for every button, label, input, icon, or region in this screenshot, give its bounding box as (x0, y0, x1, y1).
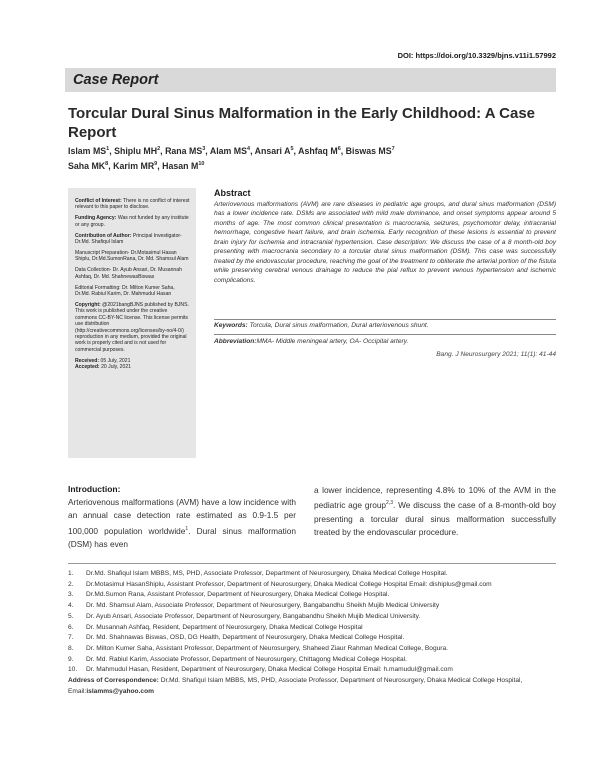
correspondence-address: Address of Correspondence: Dr.Md. Shafiqul Islam MBBS, MS, PHD, Associate Professor, Department of Neurosurgery, Dhaka Medical College Hospital, Email:islamms@yahoo.com (68, 677, 523, 695)
editorial-formatting: Editorial Formatting: Dr. Milton Kumer Saha, Dr.Md. Rabiul Karim, Dr. Mahmudul Hasan (75, 284, 175, 297)
affiliation-item: 2. Dr.Motasimul HasanShiplu, Assistant Professor, Department of Neurosurgery, Dhaka Medical College Hospital Email: dishiplus@gmail.com (68, 580, 492, 588)
author: Alam $MS^4$, (209, 146, 255, 156)
affiliation-item: 8. Dr. Milton Kumer Saha, Assistant Professor, Department of Neurosurgery, Shaheed Ziaur Rahman Medical College, Bogura. (68, 644, 448, 652)
data-collection: Data Collection- Dr. Ayub Ansari, Dr. Musannah Ashfaq, Dr. Md. ShahnewasBiswas (75, 267, 182, 280)
author: Rana $MS^3$, (165, 146, 210, 156)
author: Shiplu $MH^2$, (114, 146, 166, 156)
copyright-notice: Copyright: @2021bangBJNS published by BJNS. This work is published under the creative commons CC-BY-NC license. This license permits use distribution (http://creativecommons.org/licenses/by-no/4-0/) reproduction in any medium, provided the original work is properly cited and is not used for commercial purposes. (75, 301, 189, 353)
author: Biswas $MS^7$ (345, 146, 395, 156)
article-title: Torcular Dural Sinus Malformation in the Early Childhood: A Case Report (68, 105, 535, 141)
introduction-heading: Introduction: (68, 484, 121, 494)
doi-link[interactable]: DOI: https://doi.org/10.3329/bjns.v11i1.57992 (397, 51, 556, 60)
conflict-of-interest: Conflict of Interest: There is no conflict of interest relevant to this paper to disclose. (75, 198, 190, 211)
author: Hasan $M^{10}$ (162, 161, 205, 171)
affiliation-item: 5. Dr. Ayub Ansari, Associate Professor, Department of Neurosurgery, Bangabandhu Sheikh Mujib Medical University. (68, 612, 421, 620)
affiliation-item: 7. Dr. Md. Shahnawas Biswas, OSD, DG Health, Department of Neurosurgery, Dhaka Medical College Hospital. (68, 634, 405, 642)
abstract-text: Arteriovenous malformations (AVM) are rare diseases in pediatric age groups, and dural sinus malformation (DSM) has a lower incidence rate. DSMs are associated with mild male dominance, and onset symptoms appear around 5 months of age. The most common clinical presentation is macrocrania, seizures, psychomotor delay, intracranial hemorrhage, congestive heart failure, and brain ischemia. Early recognition of these lesions is essential to prevent brain injury for ischemia and intracranial hypertension. Case description: We discuss the case of a 8 month-old boy presenting with macrocrania secondary to a torcular dural sinus malformation (DSM). This case was successfully treated by the endovascular procedure, reaching the goal of the treatment to obliterate the arterial portion of the fistula while preserving cerebral venous drainage to reduce the pial reflux to prevent venous hypertension and ischemic complications. (214, 201, 556, 284)
funding-agency: Funding Agency: Was not funded by any institute or any group. (75, 215, 189, 228)
author: Ashfaq $M^6$, (298, 146, 346, 156)
divider (214, 319, 556, 320)
accepted-date: Accepted: 20 July, 2021 (75, 364, 131, 371)
author-list (68, 143, 538, 173)
affiliation-item: 9. Dr. Md. Rabiul Karim, Associate Professor, Department of Neurosurgery, Chittagong Medical College Hospital. (68, 655, 407, 663)
journal-reference: Bang. J Neurosurgery 2021; 11(1): 41-44 (436, 351, 556, 358)
affiliation-item: 3. Dr.Md.Sumon Rana, Assistant Professor, Department of Neurosurgery, Dhaka Medical College Hospital. (68, 591, 390, 599)
affiliation-item: 1. Dr.Md. Shafiqul Islam MBBS, MS, PHD, Associate Professor, Department of Neurosurgery, Dhaka Medical College Hospital. (68, 570, 448, 577)
section-label: Case Report (73, 72, 159, 88)
author: Ansari $A^5$, (254, 146, 299, 156)
correspondence-email[interactable]: islamms@yahoo.com (86, 687, 154, 695)
author: Saha $MK^8$, (68, 161, 114, 171)
abstract-heading: Abstract (214, 188, 251, 198)
introduction-column-1: Arteriovenous malformations (AVM) have a low incidence with an annual case detection rate estimated as 0.9-1.5 per 100,000 population worldwide$^1$. Dural sinus malformation (DSM) has even (68, 497, 296, 549)
affiliation-item: 4. Dr. Md. Shamsul Alam, Associate Professor, Department of Neurosurgery, Bangabandhu Sheikh Mujib Medical University (68, 602, 440, 610)
section-banner (65, 68, 556, 92)
author: Islam $MS^1$, (68, 146, 115, 156)
received-date: Received: 05 July, 2021 (75, 357, 131, 364)
keywords: Keywords: Torcula, Dural sinus malformation, Dural arteriovenous shunt. (214, 322, 429, 329)
citation[interactable]: 1 (185, 525, 189, 532)
article-info-sidebar (68, 188, 196, 458)
author: Karim $MR^9$, (113, 161, 163, 171)
affiliation-item: 6. Dr. Musannah Ashfaq, Resident, Department of Neurosurgery, Dhaka Medical College Hospital (68, 623, 363, 631)
author-contribution: Contribution of Author: Principal Investigator- Dr.Md. Shafiqul Islam (75, 232, 182, 246)
abbreviations: Abbreviation:MMA- Middle meningeal artery, OA- Occipital artery. (214, 338, 409, 345)
manuscript-preparation: Manuscript Preparation- Dr.Motasimul Hasan Shiplu, Dr.Md.SumonRana, Dr. Md. Shamsul Alam (75, 249, 189, 263)
affiliation-item: 10. Dr. Mahmudul Hasan, Resident, Department of Neurosurgery, Dhaka Medical College Hospital Email: h.mamudul@gmail.com (68, 666, 453, 674)
footnote-divider (68, 563, 556, 564)
divider (214, 334, 556, 335)
introduction-column-2: a lower incidence, representing 4.8% to 10% of the AVM in the pediatric age group$^{2,3}$. We discuss the case of a 8-month-old boy presenting a torcular dural sinus malformation successfully treated by the endovascular procedure. (314, 485, 556, 537)
author-affiliations (68, 569, 558, 697)
citation[interactable]: 2,3 (386, 500, 393, 507)
